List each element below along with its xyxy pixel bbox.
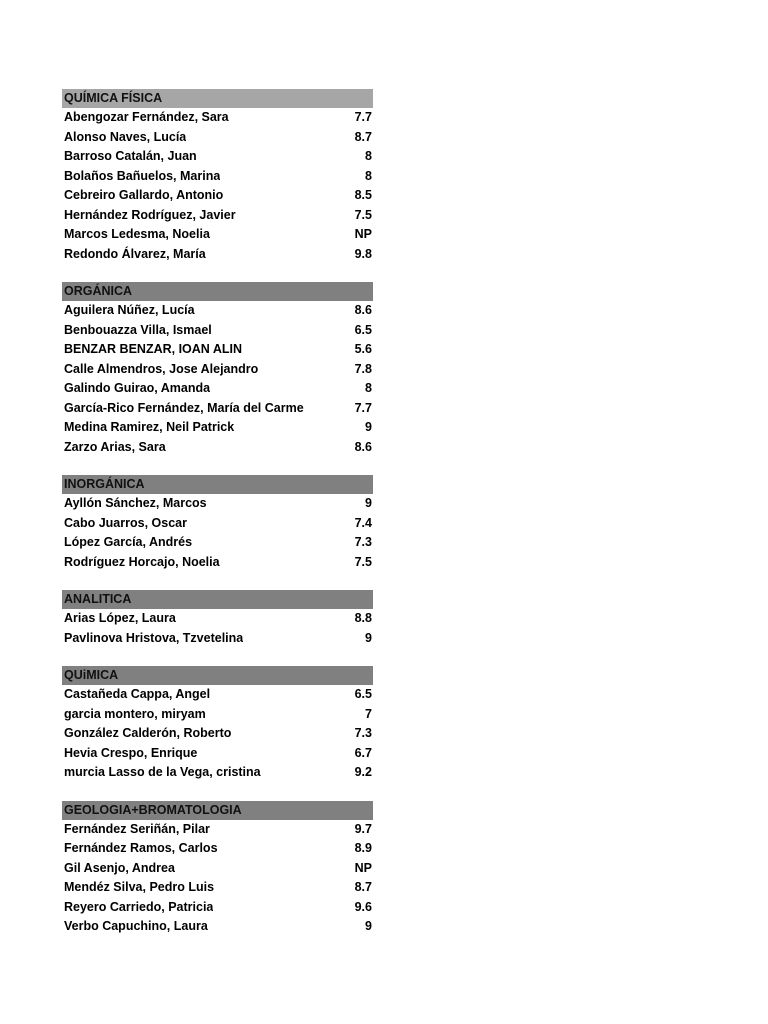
student-name: Calle Almendros, Jose Alejandro [64, 361, 259, 376]
student-name: Ayllón Sánchez, Marcos [64, 496, 207, 510]
student-row [62, 553, 373, 573]
student-grade: 7.3 [354, 726, 372, 740]
student-name: López García, Andrés [64, 535, 193, 549]
student-grade: 8.7 [354, 129, 372, 144]
student-row [62, 301, 373, 321]
student-grade: 9 [365, 630, 372, 645]
subject-section [62, 475, 373, 572]
student-grade: 5.6 [354, 342, 372, 356]
student-row [62, 514, 373, 534]
student-name: murcia Lasso de la Vega, cristina [64, 765, 261, 779]
student-name: Cabo Juarros, Oscar [64, 515, 187, 530]
student-name: Zarzo Arias, Sara [64, 439, 166, 454]
section-header: QUÍMICA FÍSICA [62, 89, 373, 108]
student-grade: 9.7 [354, 821, 372, 836]
subject-section [62, 590, 373, 648]
student-grade: 8 [365, 381, 372, 395]
student-name: Fernández Ramos, Carlos [64, 841, 218, 855]
student-row [62, 128, 373, 148]
student-grade: 9 [365, 919, 372, 933]
student-row [62, 186, 373, 206]
student-row [62, 609, 373, 629]
student-name: Benbouazza Villa, Ismael [64, 322, 212, 337]
student-grade: 8.8 [354, 611, 372, 625]
student-name: Medina Ramirez, Neil Patrick [64, 420, 235, 434]
student-row [62, 418, 373, 438]
student-name: Verbo Capuchino, Laura [64, 919, 208, 933]
student-row [62, 225, 373, 245]
student-name: Arias López, Laura [64, 611, 176, 625]
subject-section [62, 282, 373, 457]
student-grade: 6.7 [354, 745, 372, 760]
student-grade: 7.4 [354, 515, 372, 530]
student-row [62, 763, 373, 783]
grades-sheet [62, 89, 373, 955]
student-grade: 8.6 [354, 439, 372, 454]
student-name: Reyero Carriedo, Patricia [64, 899, 214, 914]
student-row [62, 744, 373, 764]
student-row [62, 399, 373, 419]
student-grade: 7.3 [354, 535, 372, 549]
student-grade: 8.7 [354, 880, 372, 894]
section-header: ORGÁNICA [62, 282, 373, 301]
student-row [62, 147, 373, 167]
student-grade: NP [354, 860, 372, 875]
student-row [62, 629, 373, 649]
student-name: Redondo Álvarez, María [64, 246, 206, 261]
student-grade: 9 [365, 496, 372, 510]
student-row [62, 245, 373, 265]
student-name: García-Rico Fernández, María del Carme [64, 400, 304, 415]
student-name: Fernández Seriñán, Pilar [64, 821, 210, 836]
student-name: Castañeda Cappa, Angel [64, 687, 211, 701]
student-row [62, 685, 373, 705]
student-row [62, 360, 373, 380]
student-row [62, 820, 373, 840]
student-name: Hevia Crespo, Enrique [64, 745, 198, 760]
student-name: Mendéz Silva, Pedro Luis [64, 880, 215, 894]
student-grade: 9 [365, 420, 372, 434]
student-grade: NP [354, 227, 372, 241]
subject-section [62, 801, 373, 937]
section-header: ANALITICA [62, 590, 373, 609]
student-grade: 9.8 [354, 246, 372, 261]
student-row [62, 705, 373, 725]
section-header: INORGÁNICA [62, 475, 373, 494]
subject-section [62, 666, 373, 783]
student-name: BENZAR BENZAR, IOAN ALIN [64, 342, 243, 356]
student-row [62, 108, 373, 128]
student-grade: 6.5 [354, 687, 372, 701]
student-name: Marcos Ledesma, Noelia [64, 227, 210, 241]
student-grade: 8.6 [354, 303, 372, 317]
student-name: Rodríguez Horcajo, Noelia [64, 554, 220, 569]
student-grade: 8 [365, 149, 372, 163]
section-header: GEOLOGIA+BROMATOLOGIA [62, 801, 373, 820]
student-row [62, 340, 373, 360]
student-row [62, 167, 373, 187]
student-name: Aguilera Núñez, Lucía [64, 303, 195, 317]
student-name: Galindo Guirao, Amanda [64, 381, 211, 395]
student-name: Pavlinova Hristova, Tzvetelina [64, 630, 244, 645]
student-name: Hernández Rodríguez, Javier [64, 207, 236, 222]
student-name: González Calderón, Roberto [64, 726, 232, 740]
student-row [62, 379, 373, 399]
student-grade: 7.5 [354, 207, 372, 222]
student-name: Alonso Naves, Lucía [64, 129, 187, 144]
student-name: Abengozar Fernández, Sara [64, 110, 229, 124]
student-name: garcia montero, miryam [64, 706, 206, 721]
student-grade: 7.7 [354, 400, 372, 415]
student-grade: 8 [365, 168, 372, 183]
student-grade: 8.9 [354, 841, 372, 855]
student-name: Bolaños Bañuelos, Marina [64, 168, 221, 183]
student-row [62, 898, 373, 918]
student-grade: 9.6 [354, 899, 372, 914]
student-grade: 8.5 [354, 188, 372, 202]
subject-section [62, 89, 373, 264]
student-row [62, 878, 373, 898]
student-grade: 7.7 [354, 110, 372, 124]
student-row [62, 494, 373, 514]
student-row [62, 859, 373, 879]
student-grade: 7.5 [354, 554, 372, 569]
student-row [62, 839, 373, 859]
student-name: Gil Asenjo, Andrea [64, 860, 175, 875]
student-row [62, 533, 373, 553]
student-name: Barroso Catalán, Juan [64, 149, 197, 163]
student-grade: 7.8 [354, 361, 372, 376]
student-grade: 9.2 [354, 765, 372, 779]
student-grade: 7 [365, 706, 372, 721]
student-name: Cebreiro Gallardo, Antonio [64, 188, 224, 202]
section-header: QUiMICA [62, 666, 373, 685]
student-row [62, 724, 373, 744]
student-row [62, 917, 373, 937]
student-row [62, 438, 373, 458]
student-grade: 6.5 [354, 322, 372, 337]
student-row [62, 321, 373, 341]
student-row [62, 206, 373, 226]
